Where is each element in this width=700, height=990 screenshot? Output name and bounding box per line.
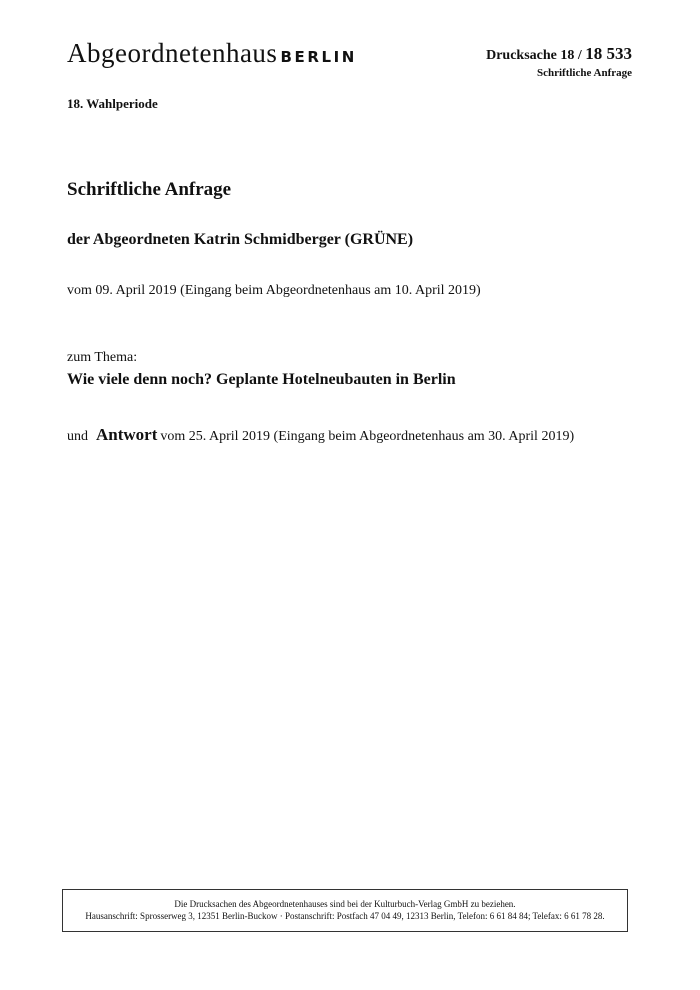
answer-word: Antwort <box>96 425 158 444</box>
footer-line-2: Hausanschrift: Sprosserweg 3, 12351 Berlin-Buckow · Postanschrift: Postfach 47 04 49, 12313 Berlin, Telefon: 6 61 84 84; Telefax: 6 61 78 28. <box>85 911 605 921</box>
legislative-period: 18. Wahlperiode <box>67 96 158 111</box>
inquiry-author: der Abgeordneten Katrin Schmidberger (GRÜNE) <box>67 231 414 248</box>
logo-city-text: BERLIN <box>280 48 357 66</box>
topic-heading: Wie viele denn noch? Geplante Hotelneubauten in Berlin <box>67 371 456 388</box>
answer-line <box>67 425 574 445</box>
footer-info-box <box>62 889 628 932</box>
inquiry-date: vom 09. April 2019 (Eingang beim Abgeordnetenhaus am 10. April 2019) <box>67 283 481 298</box>
document-number-value: 18 533 <box>585 44 632 63</box>
answer-prefix: und <box>67 429 88 444</box>
parliament-logo <box>67 38 357 69</box>
document-title: Schriftliche Anfrage <box>67 179 232 200</box>
answer-date: vom 25. April 2019 (Eingang beim Abgeordnetenhaus am 30. April 2019) <box>160 429 575 444</box>
document-type: Schriftliche Anfrage <box>536 67 632 79</box>
document-number-prefix: Drucksache 18 / <box>486 48 582 63</box>
document-number <box>486 44 632 64</box>
topic-label: zum Thema: <box>67 350 138 365</box>
footer-line-1: Die Drucksachen des Abgeordnetenhauses sind bei der Kulturbuch-Verlag GmbH zu beziehen. <box>174 899 516 909</box>
logo-main-text: Abgeordnetenhaus <box>67 38 278 68</box>
